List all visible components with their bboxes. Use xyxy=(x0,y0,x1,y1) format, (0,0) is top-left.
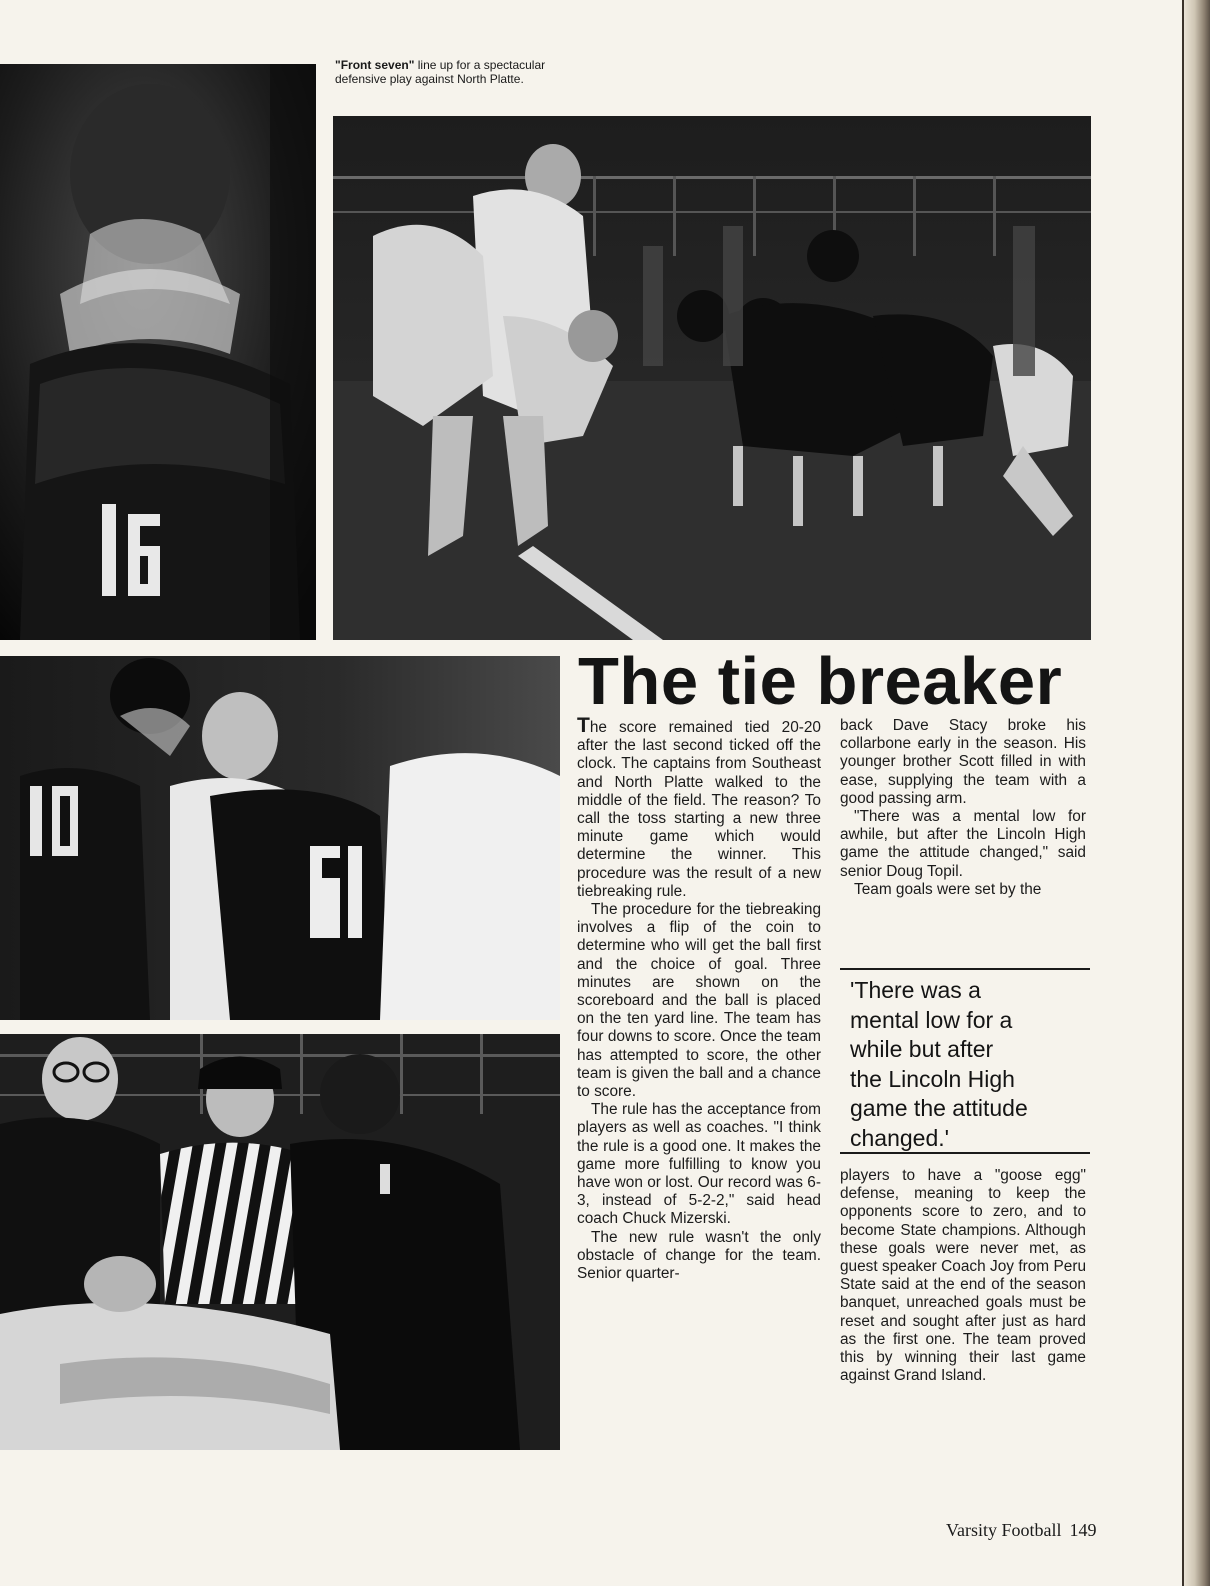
page-binding-edge xyxy=(1182,0,1210,1586)
caption-bold-lead: "Front seven" xyxy=(335,58,415,72)
article-paragraph: The procedure for the tiebreaking involves a flip of the coin to determine who will get the ball first and the choice of goal. Three minutes are shown on the scoreboard and the ball is placed on the ten yard line. The team has four downs to score. Once the team has attempted to score, the other team is given the ball and a chance to score. xyxy=(577,901,821,1101)
article-column-2-bottom xyxy=(840,1167,1086,1385)
photo-player-sixteen xyxy=(0,64,316,640)
article-paragraph: players to have a "goose egg" defense, meaning to keep the opponents score to zero, and to become State champions. Although these goals were never met, as guest speaker Coach Joy from Peru State said at the end of the season banquet, unreached goals must be reset and sought after just as hard as the first one. The team proved this by winning their last game against Grand Island. xyxy=(840,1167,1086,1385)
article-column-1 xyxy=(577,714,821,1283)
pull-quote-line: changed.' xyxy=(850,1124,950,1151)
page-footer xyxy=(946,1520,1146,1541)
pull-quote-line: the Lincoln High xyxy=(850,1065,1015,1092)
article-paragraph: "There was a mental low for awhile, but after the Lincoln High game the attitude changed," said senior Doug Topil. xyxy=(840,808,1086,880)
drop-cap: T xyxy=(577,714,590,737)
page-binding-line xyxy=(1182,0,1184,1586)
page-number: 149 xyxy=(1069,1520,1097,1540)
pull-quote-line: game the attitude xyxy=(850,1095,1028,1121)
article-paragraph: back Dave Stacy broke his collarbone early in the season. His younger brother Scott filled in with ease, supplying the team with a good passing arm. xyxy=(840,717,1086,807)
pull-quote xyxy=(840,968,1090,1154)
article-headline: The tie breaker xyxy=(578,644,1063,719)
photo-caption xyxy=(335,58,580,86)
photo-front-seven-lineup xyxy=(333,116,1091,640)
article-column-2-top xyxy=(840,717,1086,899)
caption-text: line up for a spectacular defensive play against North Platte. xyxy=(335,58,546,86)
photo-coach-huddle xyxy=(0,656,560,1020)
photo-injured-player-referee xyxy=(0,1034,560,1450)
section-title: Varsity Football xyxy=(946,1520,1062,1540)
article-paragraph: The score remained tied 20-20 after the last second ticked off the clock. The captains from Southeast and North Platte walked to the middle of the field. The reason? To call the toss starting a new three minute game which would determine the winner. This procedure was the result of a new tiebreaking rule. xyxy=(577,714,821,900)
article-paragraph: The rule has the acceptance from players as well as coaches. "I think the rule is a good one. It makes the game more fulfilling to know you have won or lost. Our record was 6-3, instead of 5-2-2," said head coach Chuck Mizerski. xyxy=(577,1101,821,1228)
pull-quote-line: mental low for a xyxy=(850,1006,1013,1033)
article-paragraph: Team goals were set by the xyxy=(854,880,1042,898)
pull-quote-line: 'There was a xyxy=(850,977,981,1003)
article-paragraph: The new rule wasn't the only obstacle of change for the team. Senior quarter- xyxy=(577,1228,821,1283)
pull-quote-line: while but after xyxy=(850,1036,994,1062)
